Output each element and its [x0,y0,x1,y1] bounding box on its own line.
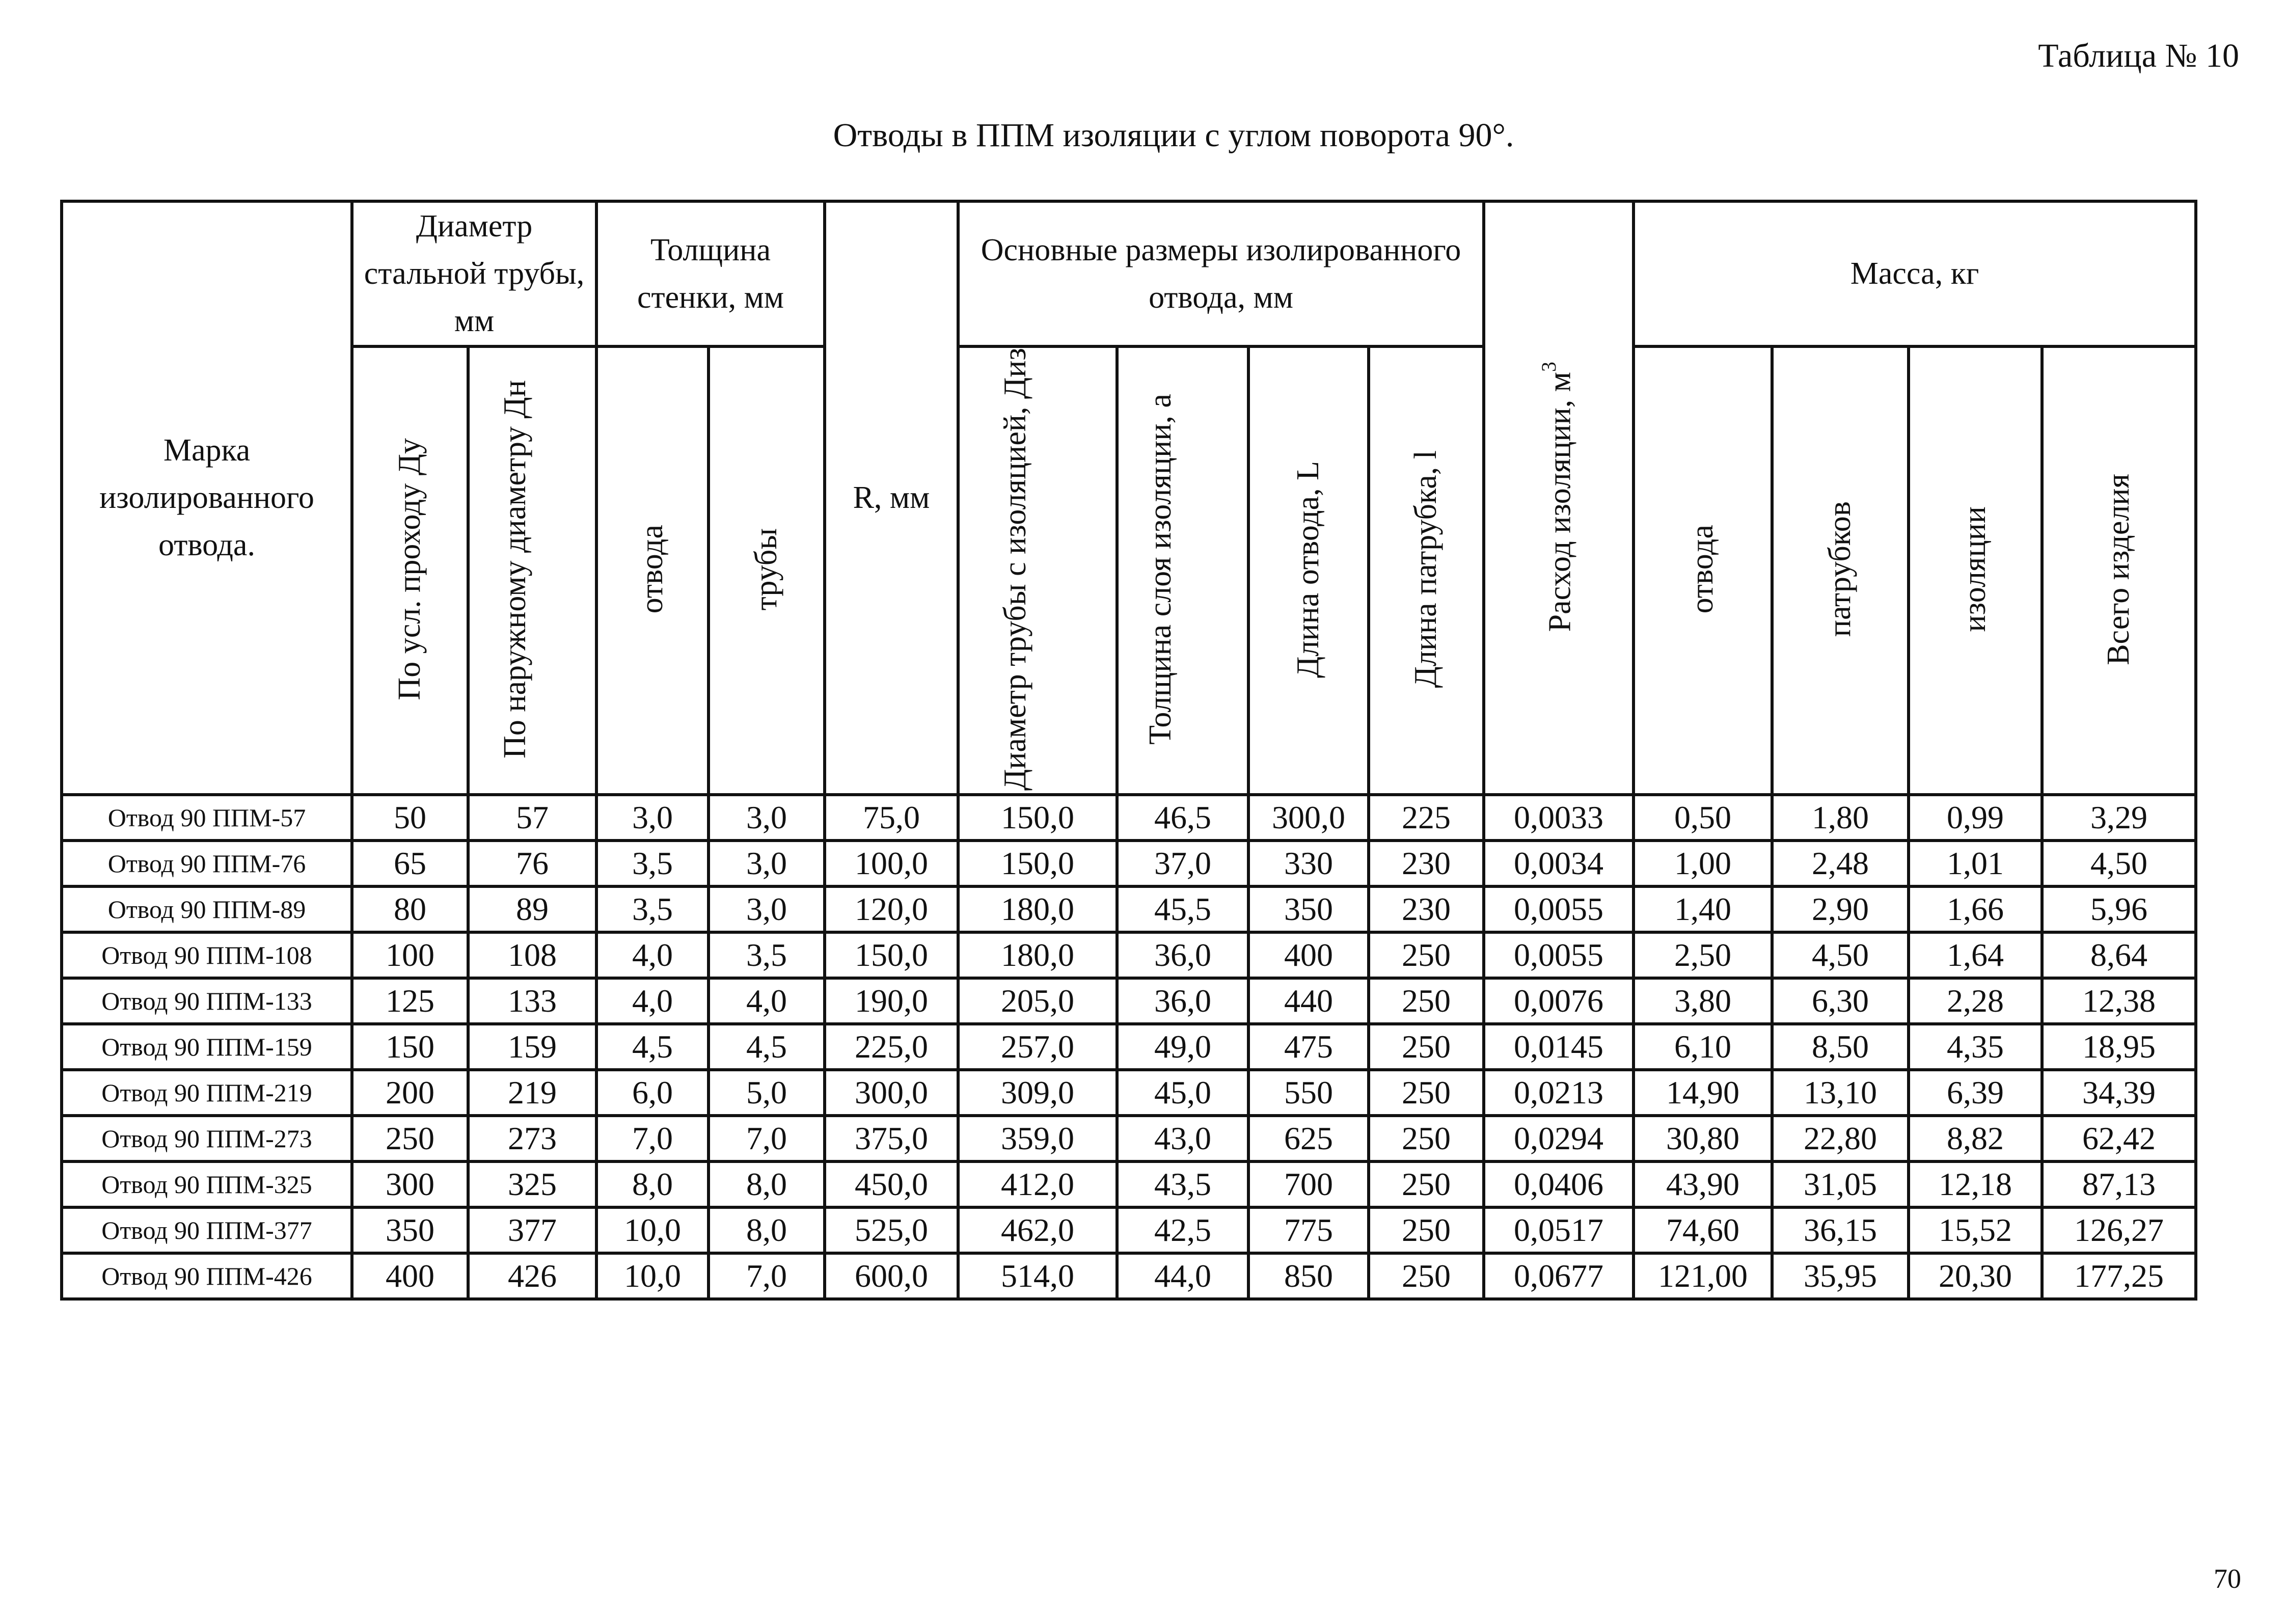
header-wall-bend [596,346,709,795]
table-cell: 8,0 [709,1161,825,1207]
table-cell: 4,5 [709,1024,825,1070]
table-cell: 75,0 [825,795,958,841]
table-cell: 7,0 [709,1253,825,1299]
header-radius: R, мм [825,201,958,795]
header-mass-total [2042,346,2196,795]
table-cell: 10,0 [596,1207,709,1253]
table-cell: 7,0 [709,1116,825,1161]
table-cell: 42,5 [1117,1207,1248,1253]
table-cell: 400 [1248,932,1369,978]
table-cell: 108 [468,932,596,978]
header-dims-a [1117,346,1248,795]
table-cell: 230 [1369,886,1484,932]
table-cell: 6,30 [1772,978,1909,1024]
table-cell: 121,00 [1634,1253,1772,1299]
table-cell: 462,0 [958,1207,1117,1253]
table-cell: 15,52 [1909,1207,2042,1253]
table-row [62,932,2196,978]
table-cell: 43,90 [1634,1161,1772,1207]
table-cell: 850 [1248,1253,1369,1299]
table-cell: 0,0033 [1484,795,1634,841]
table-row [62,1161,2196,1207]
table-cell: 150 [352,1024,468,1070]
table-cell: 250 [1369,978,1484,1024]
table-cell: 150,0 [958,795,1117,841]
table-cell: 625 [1248,1116,1369,1161]
table-cell: 89 [468,886,596,932]
table-cell: 14,90 [1634,1070,1772,1116]
table-cell: 0,99 [1909,795,2042,841]
table-cell: 4,0 [596,978,709,1024]
table-cell: 0,0677 [1484,1253,1634,1299]
table-cell: 514,0 [958,1253,1117,1299]
table-cell: 65 [352,841,468,886]
table-cell: 3,0 [596,795,709,841]
table-cell: 4,5 [596,1024,709,1070]
table-cell: 225 [1369,795,1484,841]
header-wall-pipe [709,346,825,795]
header-mass-insulation-label: изоляции [1957,506,1993,632]
table-cell: 4,0 [709,978,825,1024]
table-cell: 250 [1369,1207,1484,1253]
header-dims-diz [958,346,1117,795]
table-cell: 87,13 [2042,1161,2196,1207]
table-cell: 250 [1369,1116,1484,1161]
header-mass-bend-label: отвода [1685,525,1720,614]
table-cell: 775 [1248,1207,1369,1253]
table-cell: 80 [352,886,468,932]
table-cell: 6,10 [1634,1024,1772,1070]
table-cell: 120,0 [825,886,958,932]
table-cell: 377 [468,1207,596,1253]
table-cell: 475 [1248,1024,1369,1070]
header-dims-L-label: Длина отвода, L [1291,461,1326,678]
table-cell: 350 [1248,886,1369,932]
table-cell: 1,01 [1909,841,2042,886]
table-cell: 250 [1369,932,1484,978]
table-cell: 31,05 [1772,1161,1909,1207]
table-cell: 49,0 [1117,1024,1248,1070]
table-cell: 250 [1369,1253,1484,1299]
table-cell: 4,35 [1909,1024,2042,1070]
table-cell: 35,95 [1772,1253,1909,1299]
table-cell: 450,0 [825,1161,958,1207]
table-cell: 177,25 [2042,1253,2196,1299]
table-cell: 2,50 [1634,932,1772,978]
table-cell: 43,5 [1117,1161,1248,1207]
table-cell: 6,0 [596,1070,709,1116]
table-cell: 250 [352,1116,468,1161]
header-consumption [1484,201,1634,795]
table-cell: 8,50 [1772,1024,1909,1070]
table-cell: 600,0 [825,1253,958,1299]
table-cell: 7,0 [596,1116,709,1161]
header-mass-branches [1772,346,1909,795]
table-cell: 5,96 [2042,886,2196,932]
table-caption: Отводы в ППМ изоляции с углом поворота 90°. [833,117,1514,154]
header-consumption-unit-sup: 3 [1537,361,1561,372]
table-cell: 3,5 [709,932,825,978]
table-cell: 36,15 [1772,1207,1909,1253]
table-cell: 159 [468,1024,596,1070]
table-row [62,978,2196,1024]
table-cell: 133 [468,978,596,1024]
table-cell: 45,5 [1117,886,1248,932]
table-cell: 0,0034 [1484,841,1634,886]
table-cell: 550 [1248,1070,1369,1116]
table-row [62,795,2196,841]
table-cell: 700 [1248,1161,1369,1207]
table-cell: 8,0 [596,1161,709,1207]
table-cell: 250 [1369,1070,1484,1116]
row-mark-cell: Отвод 90 ППМ-133 [62,978,352,1024]
table-cell: 0,0145 [1484,1024,1634,1070]
table-cell: 3,80 [1634,978,1772,1024]
table-cell: 44,0 [1117,1253,1248,1299]
table-cell: 325 [468,1161,596,1207]
table-cell: 4,0 [596,932,709,978]
table-body [62,795,2196,1299]
header-dims-a-label: Толщина слоя изоляции, а [1143,394,1178,745]
header-diameter-du-label: По усл. проходу Ду [392,438,427,700]
table-cell: 8,0 [709,1207,825,1253]
table-row [62,1024,2196,1070]
table-cell: 250 [1369,1161,1484,1207]
table-cell: 1,00 [1634,841,1772,886]
header-diameter-dn [468,346,596,795]
table-cell: 150,0 [958,841,1117,886]
table-cell: 5,0 [709,1070,825,1116]
header-mass-branches-label: патрубков [1822,501,1858,637]
header-consumption-label: Расход изоляции, м [1542,371,1577,632]
header-dimensions-group: Основные размеры изолированного отвода, мм [958,201,1484,346]
table-cell: 37,0 [1117,841,1248,886]
table-cell: 200 [352,1070,468,1116]
table-cell: 250 [1369,1024,1484,1070]
table-cell: 74,60 [1634,1207,1772,1253]
header-mass-total-label: Всего изделия [2101,473,2136,665]
row-mark-cell: Отвод 90 ППМ-219 [62,1070,352,1116]
header-diameter-du [352,346,468,795]
table-cell: 3,0 [709,795,825,841]
table-cell: 0,0055 [1484,886,1634,932]
row-mark-cell: Отвод 90 ППМ-273 [62,1116,352,1161]
table-cell: 273 [468,1116,596,1161]
table-cell: 180,0 [958,932,1117,978]
header-mass-insulation [1909,346,2042,795]
table-cell: 2,28 [1909,978,2042,1024]
header-wall-pipe-label: трубы [749,528,784,611]
table-cell: 10,0 [596,1253,709,1299]
table-cell: 330 [1248,841,1369,886]
table-cell: 12,18 [1909,1161,2042,1207]
table-cell: 440 [1248,978,1369,1024]
table-cell: 1,64 [1909,932,2042,978]
row-mark-cell: Отвод 90 ППМ-108 [62,932,352,978]
table-cell: 300,0 [825,1070,958,1116]
table-cell: 18,95 [2042,1024,2196,1070]
header-dims-l-label: Длина патрубка, l [1408,450,1444,688]
table-cell: 0,0294 [1484,1116,1634,1161]
table-cell: 2,48 [1772,841,1909,886]
table-cell: 13,10 [1772,1070,1909,1116]
table-cell: 8,64 [2042,932,2196,978]
table-cell: 180,0 [958,886,1117,932]
table-cell: 359,0 [958,1116,1117,1161]
table-cell: 22,80 [1772,1116,1909,1161]
table-cell: 30,80 [1634,1116,1772,1161]
table-cell: 36,0 [1117,932,1248,978]
table-cell: 150,0 [825,932,958,978]
table-row [62,841,2196,886]
table-cell: 4,50 [1772,932,1909,978]
table-cell: 190,0 [825,978,958,1024]
row-mark-cell: Отвод 90 ППМ-89 [62,886,352,932]
table-cell: 0,0517 [1484,1207,1634,1253]
header-mass-bend [1634,346,1772,795]
table-cell: 36,0 [1117,978,1248,1024]
table-cell: 62,42 [2042,1116,2196,1161]
header-wall-group: Толщина стенки, мм [596,201,825,346]
table-cell: 0,0076 [1484,978,1634,1024]
table-cell: 309,0 [958,1070,1117,1116]
header-mass-group: Масса, кг [1634,201,2196,346]
table-cell: 219 [468,1070,596,1116]
row-mark-cell: Отвод 90 ППМ-377 [62,1207,352,1253]
table-cell: 76 [468,841,596,886]
table-cell: 300 [352,1161,468,1207]
table-cell: 300,0 [1248,795,1369,841]
table-cell: 4,50 [2042,841,2196,886]
table-cell: 0,0213 [1484,1070,1634,1116]
header-dims-L [1248,346,1369,795]
table-cell: 3,29 [2042,795,2196,841]
header-mark: Марка изолированного отвода. [62,201,352,795]
table-cell: 43,0 [1117,1116,1248,1161]
table-cell: 257,0 [958,1024,1117,1070]
table-row [62,1116,2196,1161]
table-cell: 6,39 [1909,1070,2042,1116]
table-cell: 400 [352,1253,468,1299]
table-cell: 426 [468,1253,596,1299]
table-cell: 34,39 [2042,1070,2196,1116]
table-cell: 45,0 [1117,1070,1248,1116]
header-wall-bend-label: отвода [635,525,670,614]
row-mark-cell: Отвод 90 ППМ-159 [62,1024,352,1070]
table-cell: 412,0 [958,1161,1117,1207]
table-cell: 3,0 [709,886,825,932]
table-cell: 375,0 [825,1116,958,1161]
bends-table [60,200,2197,1301]
table-cell: 1,40 [1634,886,1772,932]
header-diameter-group: Диаметр стальной трубы, мм [352,201,596,346]
table-cell: 205,0 [958,978,1117,1024]
table-row [62,1253,2196,1299]
row-mark-cell: Отвод 90 ППМ-325 [62,1161,352,1207]
table-cell: 46,5 [1117,795,1248,841]
table-cell: 350 [352,1207,468,1253]
header-dims-diz-label: Диаметр трубы с изоляцией, Диз [998,348,1032,791]
table-cell: 125 [352,978,468,1024]
table-row [62,1070,2196,1116]
row-mark-cell: Отвод 90 ППМ-76 [62,841,352,886]
table-number: Таблица № 10 [2038,37,2239,74]
table-cell: 0,0055 [1484,932,1634,978]
header-dims-l [1369,346,1484,795]
table-cell: 3,0 [709,841,825,886]
table-cell: 12,38 [2042,978,2196,1024]
table-cell: 1,80 [1772,795,1909,841]
table-row [62,1207,2196,1253]
table-cell: 0,50 [1634,795,1772,841]
table-cell: 230 [1369,841,1484,886]
table-cell: 1,66 [1909,886,2042,932]
table-cell: 8,82 [1909,1116,2042,1161]
table-cell: 50 [352,795,468,841]
table-cell: 100,0 [825,841,958,886]
table-cell: 126,27 [2042,1207,2196,1253]
table-cell: 3,5 [596,886,709,932]
row-mark-cell: Отвод 90 ППМ-426 [62,1253,352,1299]
table-cell: 3,5 [596,841,709,886]
table-cell: 100 [352,932,468,978]
table-cell: 0,0406 [1484,1161,1634,1207]
table-cell: 57 [468,795,596,841]
table-cell: 2,90 [1772,886,1909,932]
page-number: 70 [2214,1563,2241,1594]
table-row [62,886,2196,932]
table-cell: 20,30 [1909,1253,2042,1299]
table-cell: 225,0 [825,1024,958,1070]
row-mark-cell: Отвод 90 ППМ-57 [62,795,352,841]
header-diameter-dn-label: По наружному диаметру Дн [498,380,532,759]
table-cell: 525,0 [825,1207,958,1253]
